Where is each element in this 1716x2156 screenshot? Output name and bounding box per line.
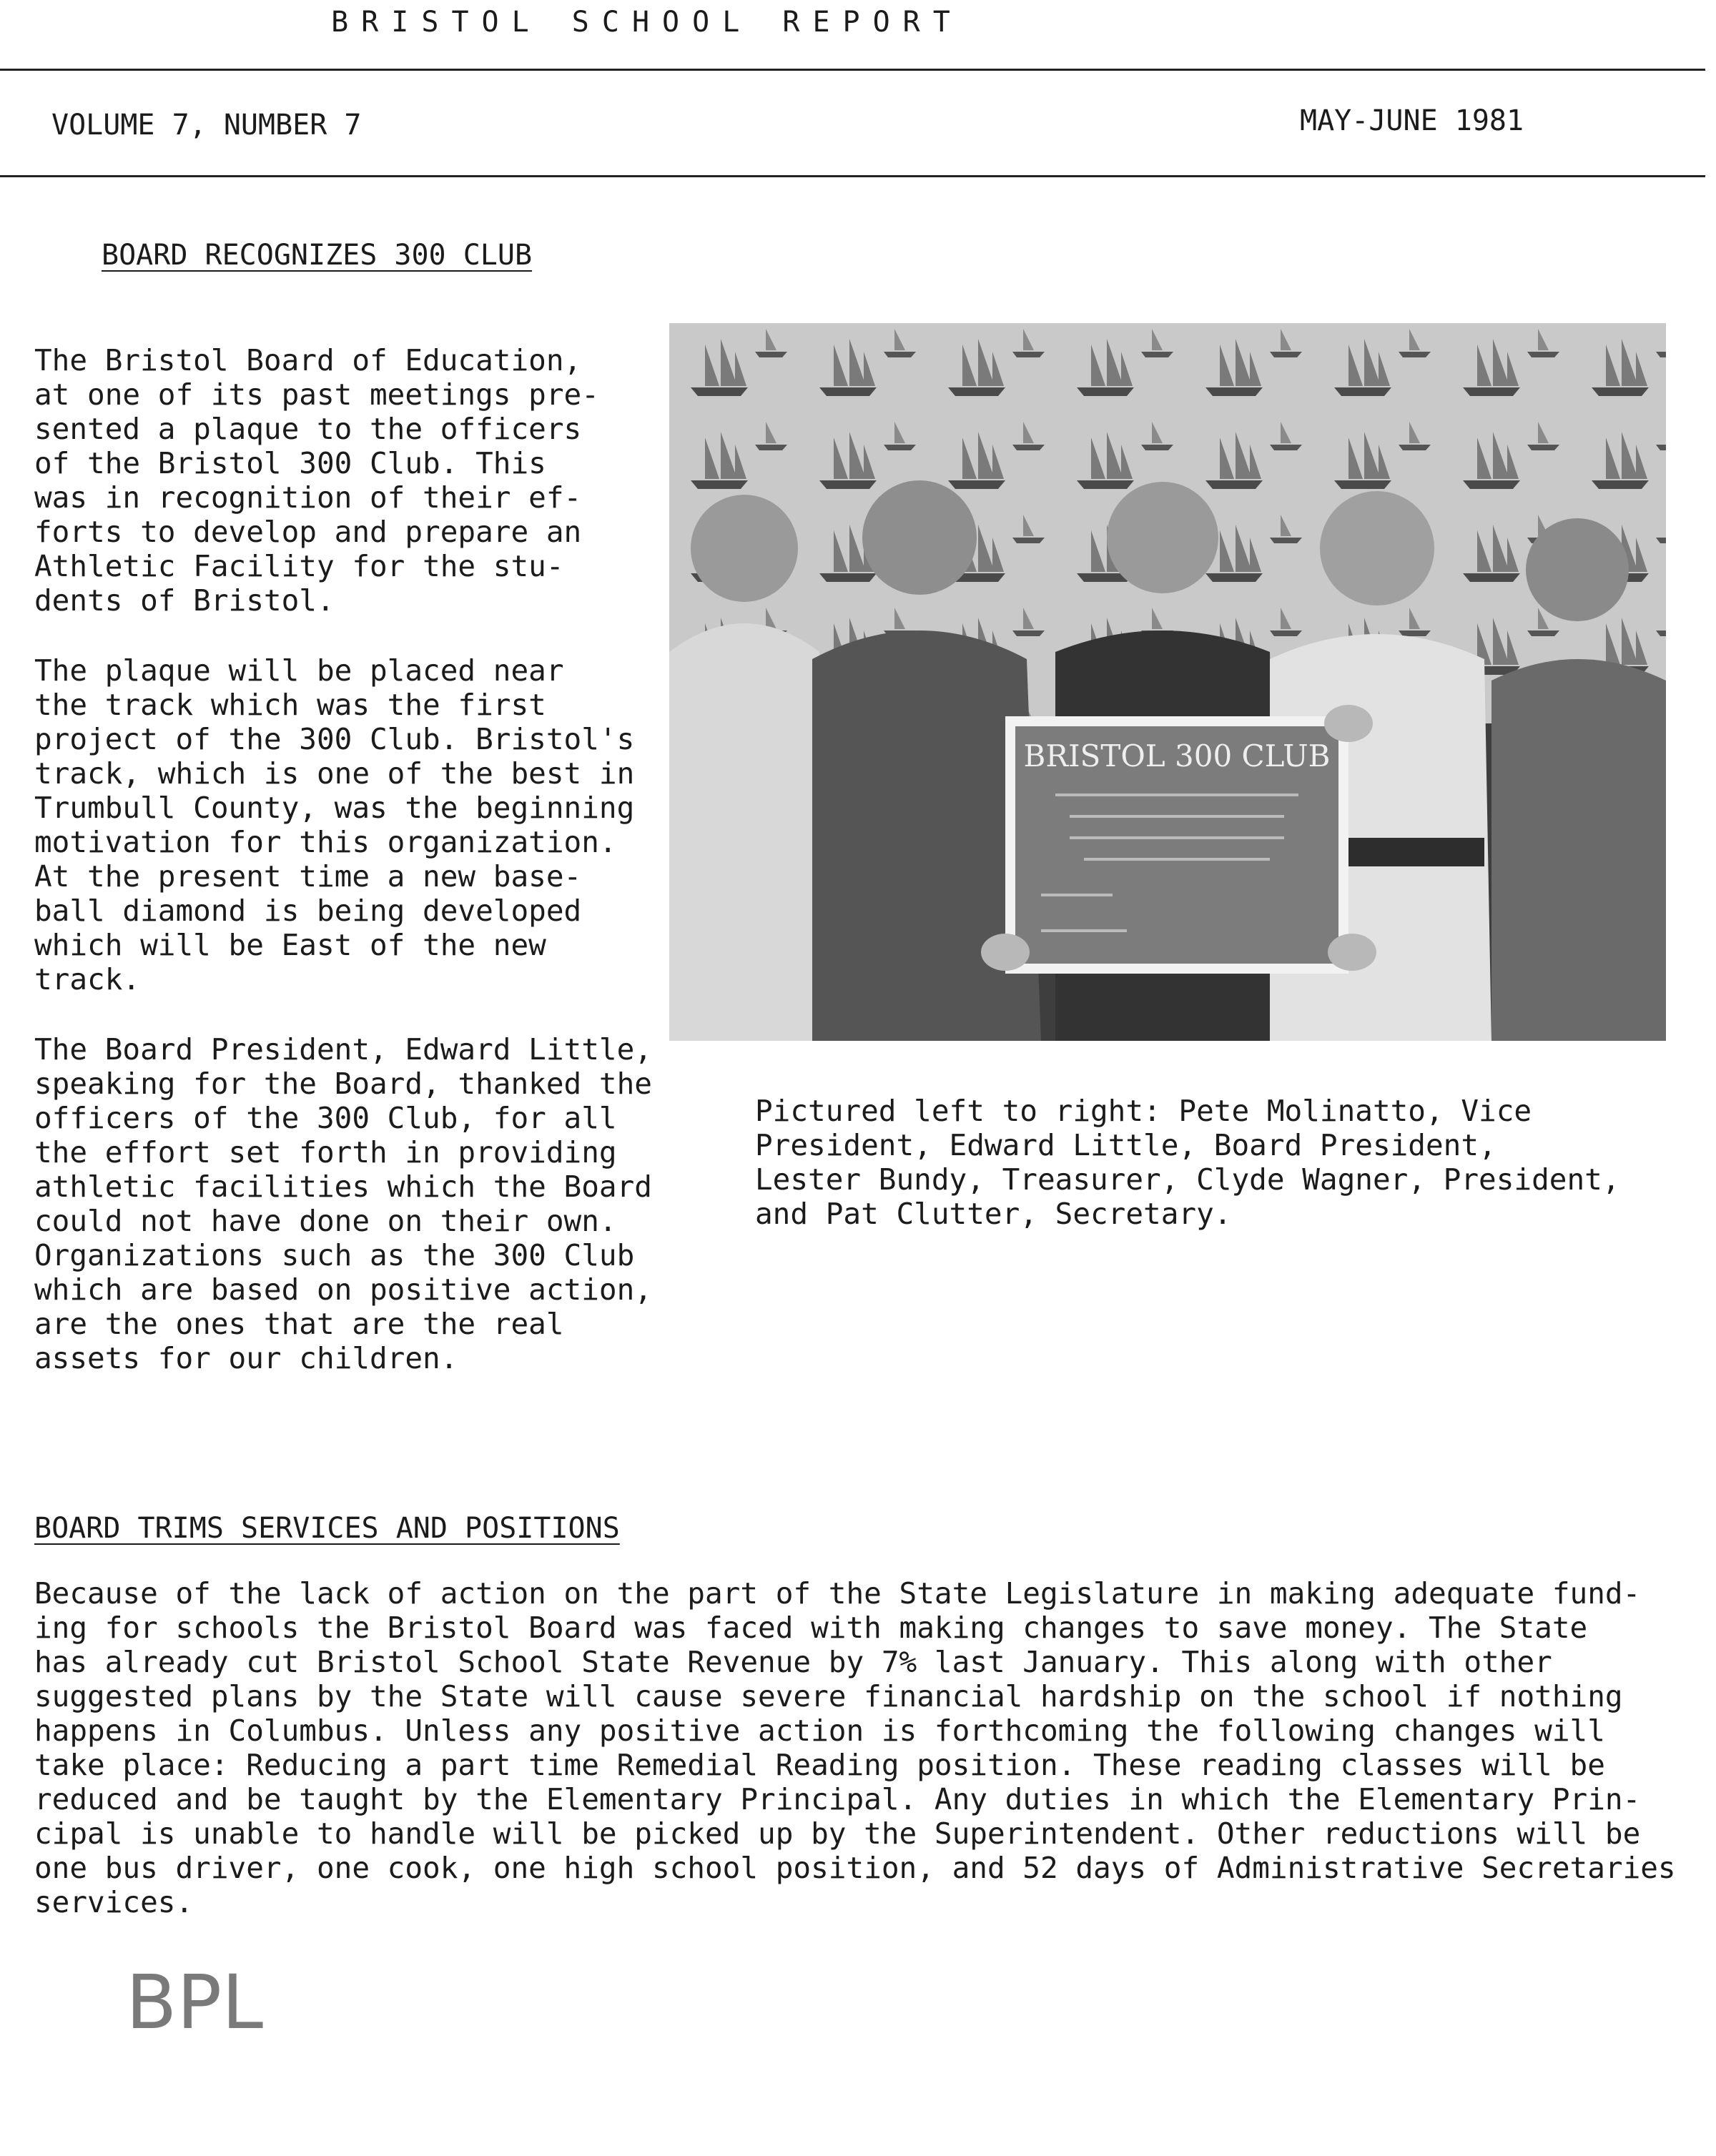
article1-paragraph-1-text: The Bristol Board of Education, at one of its past meetings pre- sented a plaque to the officers of the Bristol 300 Club. This was in recognition of their ef- forts to develop and prepare an Athletic Facility for the stu- dents of Bristol. — [34, 343, 599, 618]
article1-paragraph-1 — [34, 343, 664, 618]
article2-heading: BOARD TRIMS SERVICES AND POSITIONS — [34, 1512, 620, 1545]
photo-caption: Pictured left to right: Pete Molinatto, Vice President, Edward Little, Board President, Lester Bundy, Treasurer, Clyde Wagner, President, and Pat Clutter, Secretary. — [755, 1094, 1620, 1231]
photo-illustration — [669, 323, 1666, 1041]
person-2-head — [862, 480, 977, 595]
hand — [981, 934, 1030, 971]
person-5-body — [1491, 659, 1666, 1041]
header-top-rule — [0, 69, 1705, 71]
article1-heading: BOARD RECOGNIZES 300 CLUB — [102, 239, 533, 272]
club-officers-photo — [669, 323, 1666, 1041]
article1-paragraph-2-text: The plaque will be placed near the track which was the first project of the 300 Club. Bristol's track, which is one of the best in Trumbull County, was the beginning motivation for this organization. At the present time a new base- ball diamond is being developed which will be East of the new track. — [34, 653, 635, 997]
plaque-title: BRISTOL 300 CLUB — [1023, 738, 1331, 773]
article2-body: Because of the lack of action on the part of the State Legislature in making adequate fund- ing for schools the Bristol Board was faced with making changes to save money. The State has already cut Bristol School State Revenue by 7% last January. This along with other suggested plans by the State will cause severe financial hardship on the school if nothing happens in Columbus. Unless any positive action is forthcoming the following changes will take place: Reducing a part time Remedial Reading position. These reading classes will be reduced and be taught by the Elementary Principal. Any duties in which the Elementary Prin- cipal is unable to handle will be picked up by the Superintendent. Other reductions will be one bus driver, one cook, one high school position, and 52 days of Administrative Secretaries services. — [34, 1576, 1676, 1919]
hand — [1328, 934, 1376, 971]
volume-number: VOLUME 7, NUMBER 7 — [51, 109, 362, 142]
header-bottom-rule — [0, 175, 1705, 177]
hand — [1324, 705, 1373, 742]
person-5-head — [1526, 518, 1629, 621]
person-3-head — [1107, 482, 1218, 593]
article1-paragraph-2 — [34, 653, 664, 997]
person-1-body — [669, 623, 834, 1041]
article1-paragraph-3 — [34, 1032, 664, 1375]
person-4-head — [1320, 491, 1434, 605]
article1-paragraph-3-text: The Board President, Edward Little, speaking for the Board, thanked the officers of the 300 Club, for all the effort set forth in providing athletic facilities which the Board could not have done on their own. Organizations such as the 300 Club which are based on positive action, are the ones that are the real assets for our children. — [34, 1032, 652, 1375]
person-1-head — [691, 495, 798, 602]
issue-date: MAY-JUNE 1981 — [1300, 104, 1524, 137]
watermark: BPL — [126, 1959, 264, 2046]
newsletter-title: BRISTOL SCHOOL REPORT — [331, 6, 963, 39]
